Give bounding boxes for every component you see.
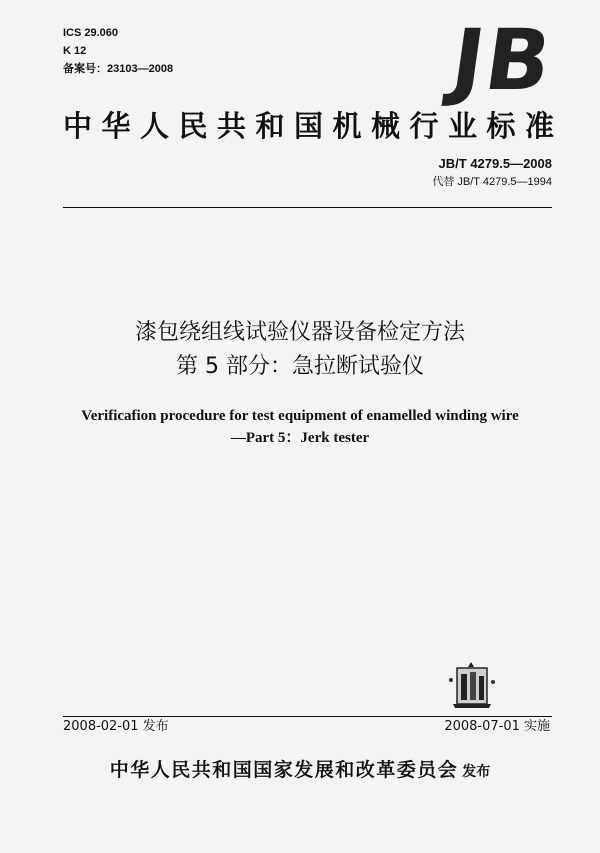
standard-number: JB/T 4279.5—2008 (438, 156, 552, 171)
publisher-emblem-icon (443, 660, 499, 710)
ics-code: ICS 29.060 (63, 27, 119, 39)
standard-category-title: 中华人民共和国机械行业标准 (63, 109, 564, 143)
chinese-title-line-1: 漆包绕组线试验仪器设备检定方法 (134, 320, 465, 345)
ccs-code: K 12 (63, 45, 87, 57)
implementation-date: 2008-07-01 实施 (444, 719, 550, 734)
publisher-suffix: 发布 (462, 764, 491, 780)
english-title-line-2: —Part 5：Jerk tester (230, 430, 370, 446)
jb-logo: JB (445, 11, 559, 109)
replaces-standard: 代替 JB/T 4279.5—1994 (432, 176, 552, 188)
english-title-line-1: Verificafion procedure for test equipment of enamelled winding wire (81, 408, 519, 424)
bottom-divider (63, 716, 552, 717)
publisher-name: 中华人民共和国国家发展和改革委员会 (109, 759, 459, 781)
record-number: 备案号：23103—2008 (63, 63, 174, 75)
chinese-title-line-2: 第 5 部分：急拉断试验仪 (176, 354, 424, 379)
issue-date: 2008-02-01 发布 (63, 719, 169, 734)
publisher (0, 756, 600, 786)
top-divider (63, 207, 552, 208)
